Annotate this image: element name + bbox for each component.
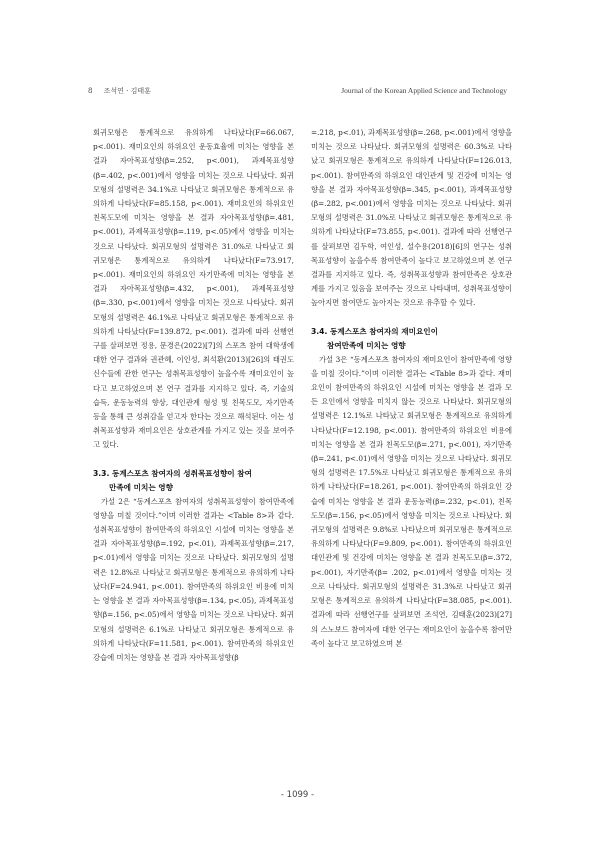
- paragraph-left-2: 가설 2은 “동계스포츠 참여자의 성취목표성향이 참여만족에 영향을 미칠 것이다.”이며 이러한 결과는 <Table 8>과 같다. 성취목표성향이 참여만족의 하위요인 시설에 미치는 영향을 본 결과 자아목표성향(β=.192, p<.01), 과제목표성향(β=.217, p<.01)에서 영향을 미치는 것으로 나타났다. 회귀모형의 설명력은 12.8%로 나타났고 회귀모형은 통계적으로 유의하게 나타났다(F=24.941, p<.001). 참여만족의 하위요인 비용에 미치는 영향을 본 결과 자아목표성향(β=.134, p<.05), 과제목표성향(β=.156, p<.05)에서 영향을 미치는 것으로 나타났다. 회귀모형의 설명력은 6.1%로 나타났고 회귀모형은 통계적으로 유의하게 나타났다(F=11.581, p<.001). 참여만족의 하위요인 강습에 미치는 영향을 본 결과 자아목표성향(β: [93, 496, 294, 662]
- paragraph-left-1: 회귀모형은 통계적으로 유의하게 나타났다(F=66.067, p<.001). 재미요인의 하위요인 운동효율에 미치는 영향을 본 결과 자아목표성향(β=.252, p<.001), 과제목표성향(β=.402, p<.001)에서 영향을 미치는 것으로 나타났다. 회귀모형의 설명력은 34.1%로 나타났고 회귀모형은 통계적으로 유의하게 나타났다(F=85.158, p<.001). 재미요인의 하위요인 친목도모에 미치는 영향을 본 결과 자아목표성향(β=.481, p<.001), 과제목표성향(β=.119, p<.05)에서 영향을 미치는 것으로 나타났다. 회귀모형의 설명력은 31.0%로 나타났고 회귀모형은 통계적으로 유의하게 나타났다(F=73.917, p<.001). 재미요인의 하위요인 자기만족에 미치는 영향을 본 결과 자아목표성향(β=.432, p<.001), 과제목표성향(β=.330, p<.001)에서 영향을 미치는 것으로 나타났다. 회귀모형의 설명력은 46.1%로 나타났고 회귀모형은 통계적으로 유의하게 나타났다(F=139.872, p<.001). 결과에 따라 선행연구를 살펴보면 정용, 문경은(2022)[7]의 스포츠 참여 대학생에 대한 연구 결과와 권관혜, 이인성, 최석환(2013)[26]의 태권도 신수들에 관한 연구는 성취목표성향이 높을수록 재미요인이 높다고 보고하였으며 본 연구 결과를 지지하고 있다. 즉, 기술의 습득, 운동능력의 향상, 대인관계 형성 및 친목도모, 자기만족 등을 통해 큰 성취감을 얻고자 한다는 것으로 해석된다. 이는 성취목표성향과 재미요인은 상호관계를 가지고 있는 것을 보여주고 있다.: [93, 128, 294, 450]
- header-authors: 조석연 · 김태훈: [103, 87, 151, 95]
- section-heading-3-3: [93, 467, 294, 495]
- section-heading-3-3-line2: 만족에 미치는 영향: [109, 482, 173, 492]
- header-page-authors: [88, 86, 151, 96]
- section-heading-3-4-line2: 참여만족에 미치는 영향: [327, 340, 406, 350]
- paragraph-right-1: =.218, p<.01), 과제목표성향(β=.268, p<.001)에서 영향을 미치는 것으로 나타났다. 회귀모형의 설명력은 60.3%로 나타났고 회귀모형은 통계적으로 유의하게 나타났다(F=126.013, p<.001). 참여만족의 하위요인 대인관계 및 건강에 미치는 영향을 본 결과 자아목표성향(β=.345, p<.001), 과제목표성향(β=.282, p<.001)에서 영향을 미치는 것으로 나타났다. 회귀모형의 설명력은 31.0%로 나타났고 회귀모형은 통계적으로 유의하게 나타났다(F=73.855, p<.001). 결과에 따라 선행연구를 살펴보면 김두학, 여인성, 설수용(2018)[6]의 연구는 성취목표성향이 높을수록 참여만족이 높다고 보고하였으며 본 연구 결과를 지지하고 있다. 즉, 성취목표성향과 참여만족은 상호관계를 가지고 있음을 보여주는 것으로 나타내며, 성취목표성향이 높아지면 참여만도 높아지는 것으로 유추할 수 있다.: [311, 128, 512, 308]
- page-footer-number: - 1099 -: [280, 790, 315, 800]
- running-header: [88, 86, 507, 98]
- header-journal-name: Journal of the Korean Applied Science and Technology: [341, 86, 507, 95]
- right-column: [311, 126, 512, 651]
- section-heading-3-3-line1: 3.3. 동계스포츠 참여자의 성취목표성향이 참여: [93, 468, 252, 478]
- left-column: [93, 126, 294, 665]
- paragraph-right-2: 가설 3은 “동계스포츠 참여자의 재미요인이 참여만족에 영향을 미칠 것이다.”이며 이러한 결과는 <Table 8>과 같다. 재미요인이 참여만족의 하위요인 시설에 미치는 영향을 본 결과 모든 요인에서 영향을 미치지 않는 것으로 나타났다. 회귀모형의 설명력은 12.1%로 나타났고 회귀모형은 통계적으로 유의하게 나타났다(F=12.198, p<.001). 참여만족의 하위요인 비용에 미치는 영향을 본 결과 친목도모(β=.271, p<.001), 자기만족(β=.241, p<.01)에서 영향을 미치는 것으로 나타났다. 회귀모형의 설명력은 17.5%로 나타났고 회귀모형은 통계적으로 유의하게 나타났다(F=18.261, p<.001). 참여만족의 하위요인 강습에 미치는 영향을 본 결과 운동능력(β=.232, p<.01), 친목도모(β=.156, p<.05)에서 영향을 미치는 것으로 나타났다. 회귀모형의 설명력은 9.8%로 나타났으며 회귀모형은 통계적으로 유의하게 나타났다(F=9.809, p<.001). 참여만족의 하위요인 대인관계 및 건강에 미치는 영향을 본 결과 친목도모(β=.372, p<.001), 자기만족(β= .202, p<.01)에서 영향을 미치는 것으로 나타났다. 회귀모형의 설명력은 31.3%로 나타났고 회귀모형은 통계적으로 유의하게 나타났다(F=38.085, p<.001). 결과에 따라 선행연구를 살펴보면 조석연, 김태훈(2023)[27]의 스노보드 참여자에 대한 연구는 재미요인이 높을수록 참여만족이 높다고 보고하였으며 본: [311, 354, 512, 648]
- section-heading-3-4: [311, 325, 512, 353]
- section-heading-3-4-line1: 3.4. 동계스포츠 참여자의 재미요인이: [311, 326, 438, 336]
- header-page-number: 8: [88, 87, 93, 95]
